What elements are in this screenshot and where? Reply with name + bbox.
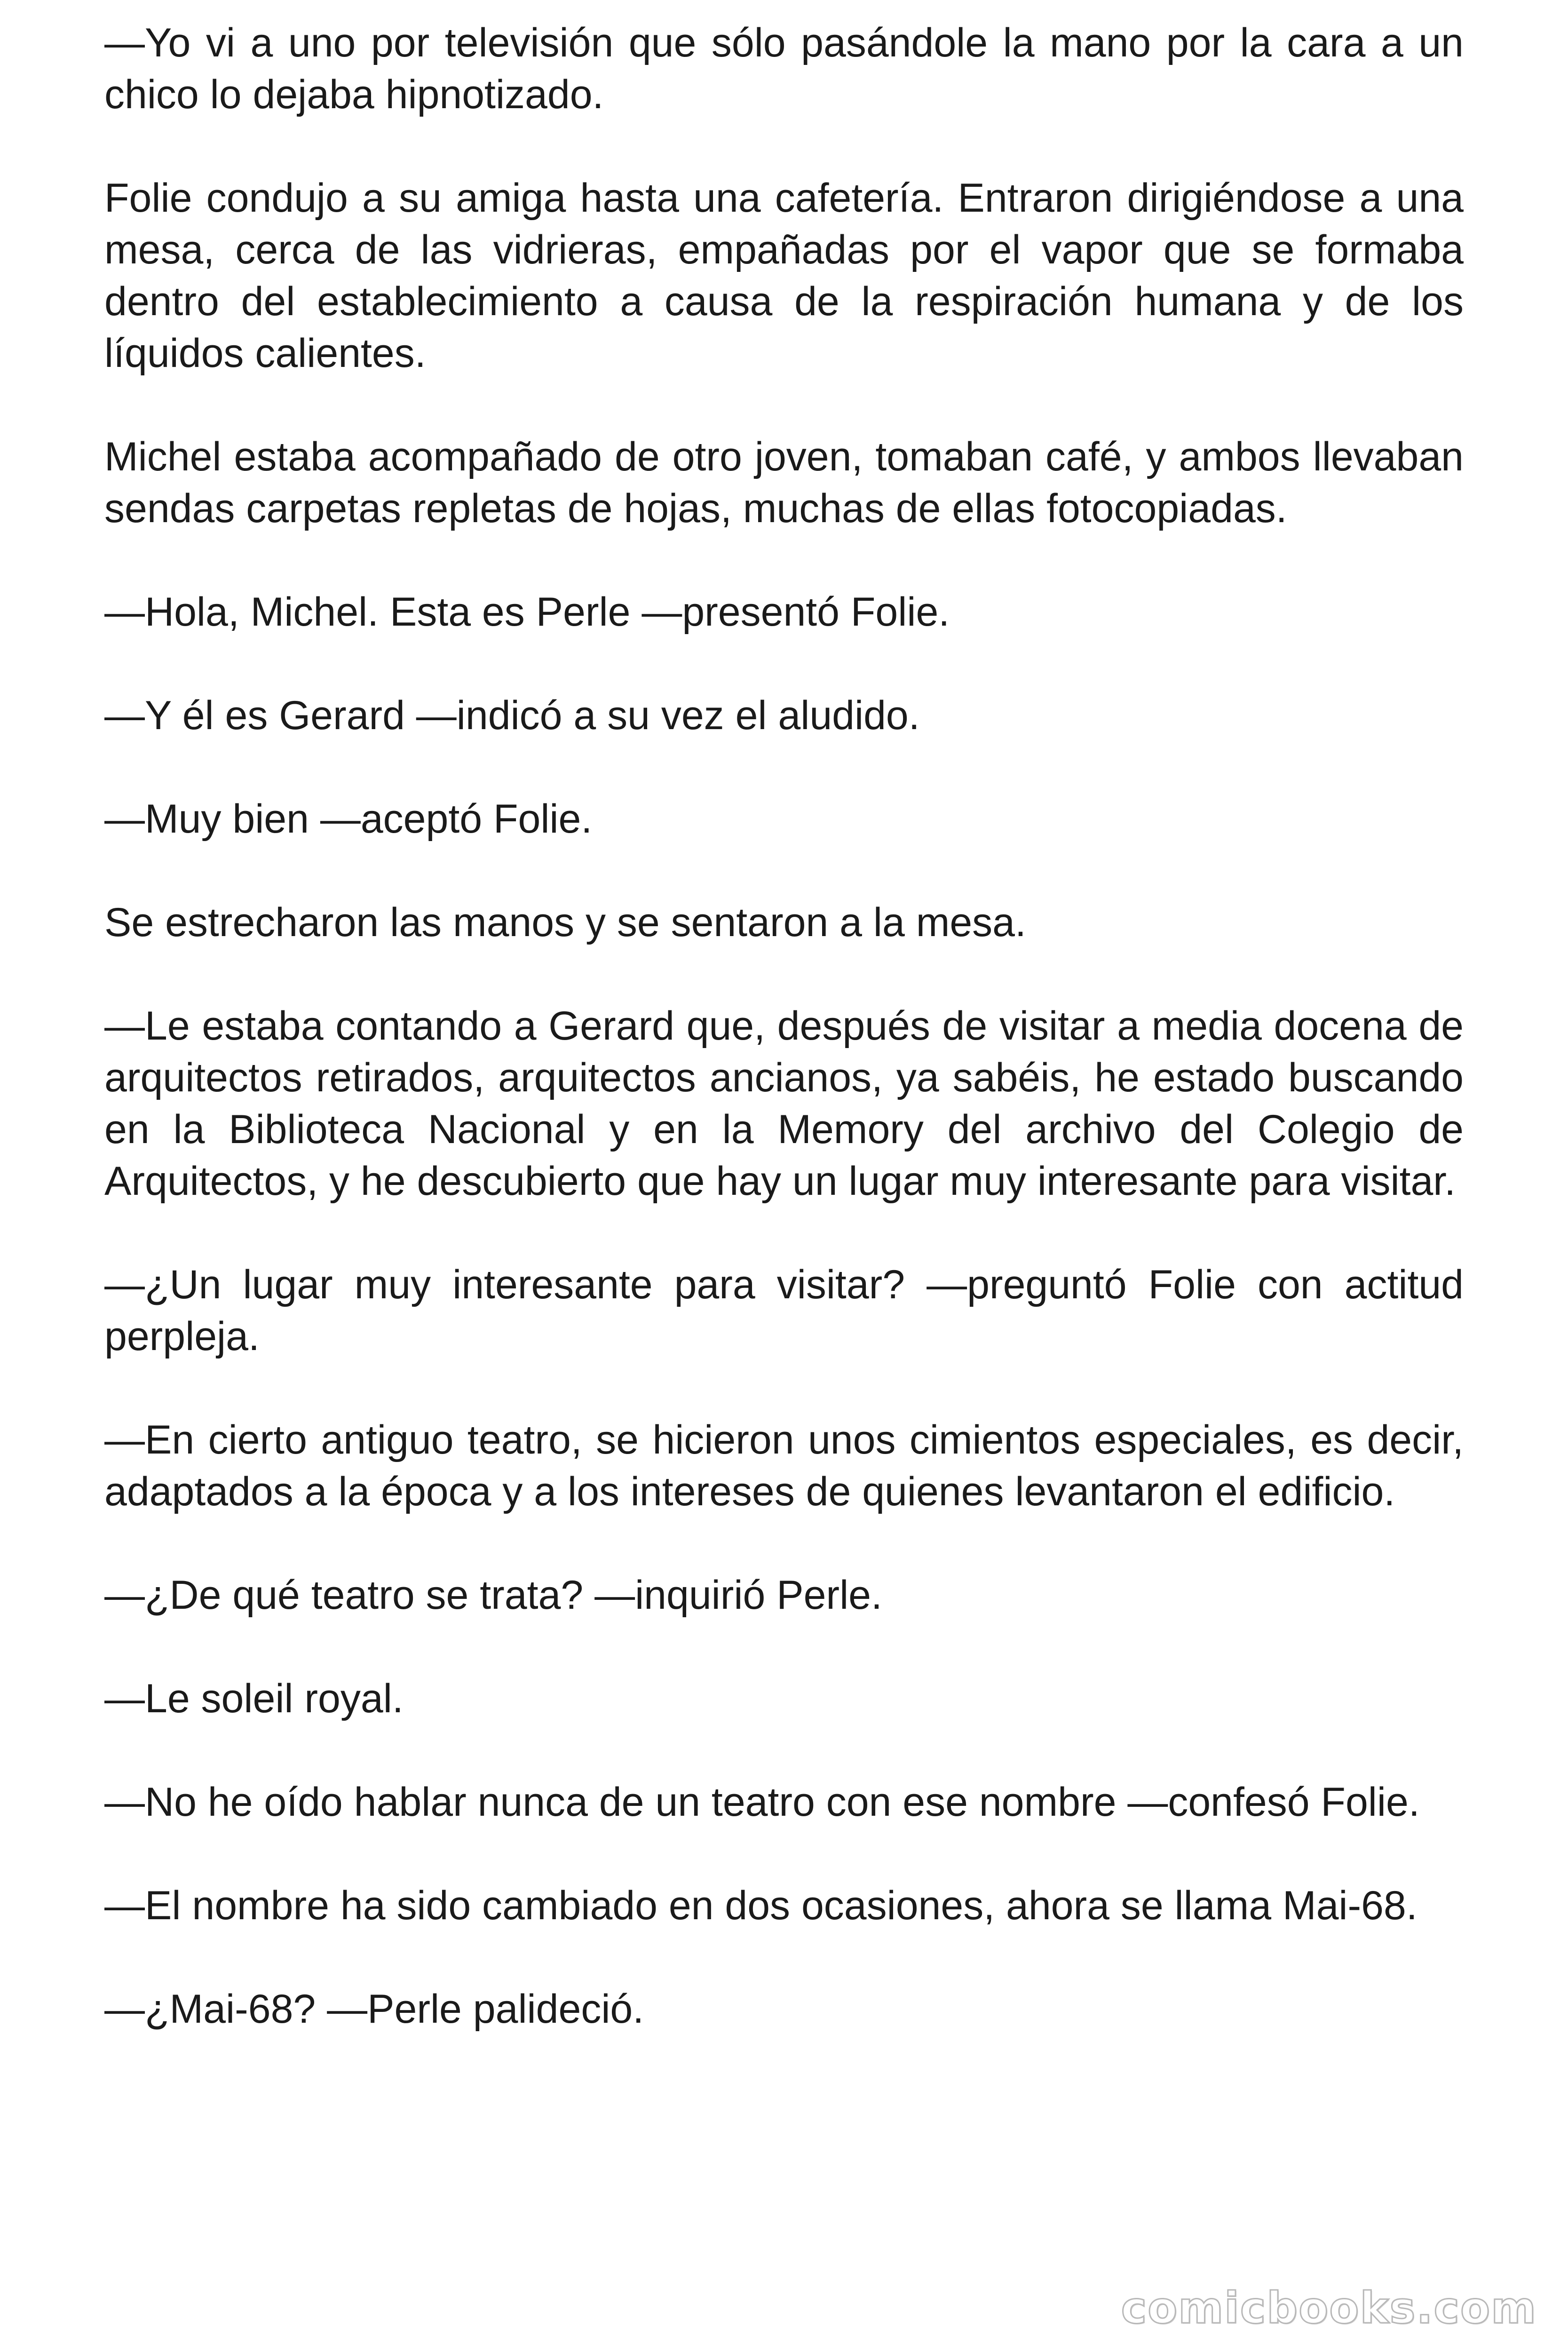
paragraph: —Yo vi a uno por televisión que sólo pasándole la mano por la cara a un chico lo dejaba hipnotizado. [104, 20, 1464, 117]
paragraph: —Le estaba contando a Gerard que, después de visitar a media docena de arquitectos retirados, arquitectos ancianos, ya sabéis, he estado buscando en la Biblioteca Nacional y en la Memory del archivo del Colegio de Arquitectos, y he descubierto que hay un lugar muy interesante para visitar. [104, 1003, 1464, 1204]
paragraph: Folie condujo a su amiga hasta una cafetería. Entraron dirigiéndose a una mesa, cerca de las vidrieras, empañadas por el vapor que se formaba dentro del establecimiento a causa de la respiración humana y de los líquidos calientes. [104, 175, 1464, 376]
body-text [104, 17, 1464, 2035]
paragraph: —Hola, Michel. Esta es Perle —presentó Folie. [104, 589, 950, 635]
paragraph: —¿De qué teatro se trata? —inquirió Perle. [104, 1573, 882, 1618]
paragraph: —No he oído hablar nunca de un teatro con ese nombre —confesó Folie. [104, 1780, 1420, 1825]
paragraph: —¿Mai-68? —Perle palideció. [104, 1986, 644, 2032]
paragraph: Michel estaba acompañado de otro joven, tomaban café, y ambos llevaban sendas carpetas repletas de hojas, muchas de ellas fotocopiadas. [104, 434, 1464, 531]
paragraph: —Y él es Gerard —indicó a su vez el aludido. [104, 693, 920, 738]
paragraph: —En cierto antiguo teatro, se hicieron unos cimientos especiales, es decir, adaptados a la época y a los intereses de quienes levantaron el edificio. [104, 1417, 1464, 1514]
paragraph: —El nombre ha sido cambiado en dos ocasiones, ahora se llama Mai-68. [104, 1883, 1418, 1928]
paragraph: —¿Un lugar muy interesante para visitar? —preguntó Folie con actitud perpleja. [104, 1262, 1464, 1359]
paragraph: Se estrecharon las manos y se sentaron a la mesa. [104, 900, 1026, 945]
watermark: comicbooks.com [1121, 2283, 1537, 2333]
paragraph: —Muy bien —aceptó Folie. [104, 796, 593, 842]
paragraph: —Le soleil royal. [104, 1676, 404, 1721]
